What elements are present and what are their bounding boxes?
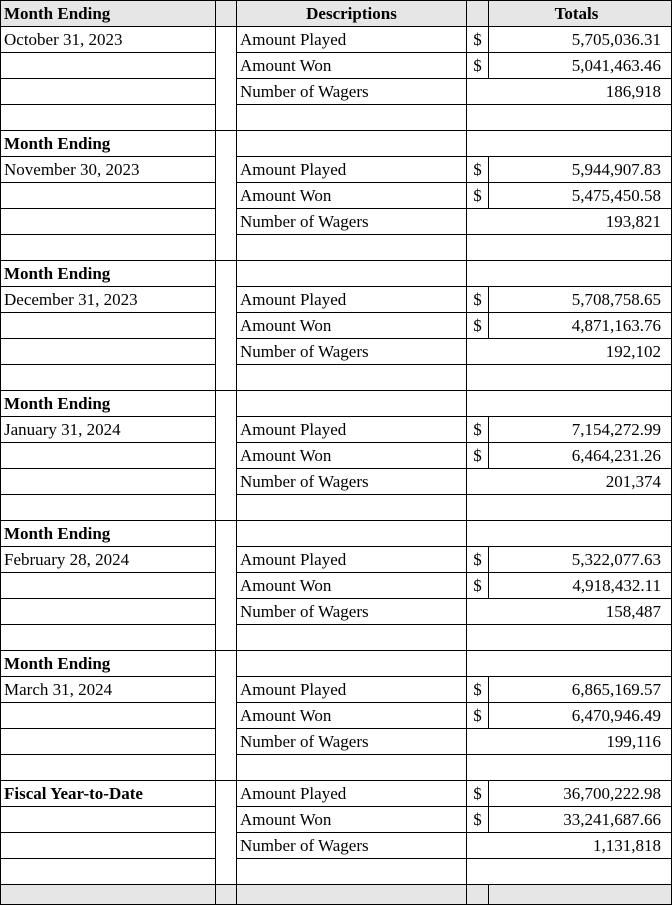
currency-symbol: $ — [467, 53, 489, 79]
desc-number-of-wagers: Number of Wagers — [237, 339, 467, 365]
currency-symbol: $ — [467, 547, 489, 573]
amount-won-value: 6,470,946.49 — [489, 703, 672, 729]
ytd-wagers-value: 1,131,818 — [489, 833, 672, 859]
amount-played-value: 7,154,272.99 — [489, 417, 672, 443]
table-row — [1, 729, 672, 755]
currency-symbol: $ — [467, 313, 489, 339]
month-ending-label: Month Ending — [1, 391, 216, 417]
month-ending-label: Month Ending — [1, 131, 216, 157]
amount-won-value: 6,464,231.26 — [489, 443, 672, 469]
currency-symbol: $ — [467, 781, 489, 807]
wagers-value: 193,821 — [489, 209, 672, 235]
table-row — [1, 313, 672, 339]
desc-number-of-wagers: Number of Wagers — [237, 79, 467, 105]
table-row — [1, 781, 672, 807]
currency-symbol: $ — [467, 27, 489, 53]
desc-amount-played: Amount Played — [237, 417, 467, 443]
spacer-row — [1, 859, 672, 885]
spacer-row — [1, 625, 672, 651]
header-descriptions: Descriptions — [237, 1, 467, 27]
desc-amount-won: Amount Won — [237, 313, 467, 339]
spacer-row — [1, 495, 672, 521]
desc-amount-played: Amount Played — [237, 547, 467, 573]
header-totals: Totals — [489, 1, 672, 27]
amount-played-value: 6,865,169.57 — [489, 677, 672, 703]
desc-amount-won: Amount Won — [237, 573, 467, 599]
currency-symbol: $ — [467, 677, 489, 703]
wagers-value: 186,918 — [489, 79, 672, 105]
ytd-amount-won-value: 33,241,687.66 — [489, 807, 672, 833]
desc-amount-won: Amount Won — [237, 443, 467, 469]
desc-amount-played: Amount Played — [237, 677, 467, 703]
table-row — [1, 521, 672, 547]
table-row — [1, 183, 672, 209]
month-ending-label: Month Ending — [1, 521, 216, 547]
desc-amount-won: Amount Won — [237, 183, 467, 209]
desc-number-of-wagers: Number of Wagers — [237, 729, 467, 755]
table-row — [1, 287, 672, 313]
currency-symbol: $ — [467, 287, 489, 313]
wagers-value: 158,487 — [489, 599, 672, 625]
wagers-value: 201,374 — [489, 469, 672, 495]
amount-won-value: 4,918,432.11 — [489, 573, 672, 599]
table-row — [1, 131, 672, 157]
spacer-row — [1, 755, 672, 781]
table-row — [1, 53, 672, 79]
amount-played-value: 5,322,077.63 — [489, 547, 672, 573]
table-row — [1, 651, 672, 677]
wagers-value: 199,116 — [489, 729, 672, 755]
month-date: February 28, 2024 — [1, 547, 216, 573]
month-ending-label: Month Ending — [1, 261, 216, 287]
desc-amount-played: Amount Played — [237, 157, 467, 183]
desc-number-of-wagers: Number of Wagers — [237, 833, 467, 859]
table-row — [1, 391, 672, 417]
desc-amount-won: Amount Won — [237, 703, 467, 729]
currency-symbol: $ — [467, 573, 489, 599]
table-row — [1, 807, 672, 833]
footer-row — [1, 885, 672, 905]
currency-symbol: $ — [467, 807, 489, 833]
table-row — [1, 703, 672, 729]
spacer-row — [1, 235, 672, 261]
currency-symbol: $ — [467, 703, 489, 729]
amount-played-value: 5,705,036.31 — [489, 27, 672, 53]
currency-symbol: $ — [467, 443, 489, 469]
table-row — [1, 261, 672, 287]
amount-played-value: 5,708,758.65 — [489, 287, 672, 313]
currency-symbol: $ — [467, 183, 489, 209]
table-row — [1, 209, 672, 235]
spacer-row — [1, 365, 672, 391]
desc-number-of-wagers: Number of Wagers — [237, 469, 467, 495]
spacer-row — [1, 105, 672, 131]
ytd-amount-played-value: 36,700,222.98 — [489, 781, 672, 807]
desc-number-of-wagers: Number of Wagers — [237, 209, 467, 235]
desc-amount-won: Amount Won — [237, 807, 467, 833]
table-row — [1, 599, 672, 625]
amount-won-value: 4,871,163.76 — [489, 313, 672, 339]
wagers-value: 192,102 — [489, 339, 672, 365]
desc-amount-played: Amount Played — [237, 27, 467, 53]
table-row — [1, 833, 672, 859]
table-row — [1, 27, 672, 53]
table-row — [1, 157, 672, 183]
table-row — [1, 79, 672, 105]
currency-symbol: $ — [467, 417, 489, 443]
month-ending-label: Month Ending — [1, 651, 216, 677]
table-row — [1, 547, 672, 573]
desc-amount-played: Amount Played — [237, 781, 467, 807]
header-row — [1, 1, 672, 27]
currency-symbol: $ — [467, 157, 489, 183]
amount-won-value: 5,475,450.58 — [489, 183, 672, 209]
table-row — [1, 677, 672, 703]
table-row — [1, 417, 672, 443]
month-date: March 31, 2024 — [1, 677, 216, 703]
table-row — [1, 573, 672, 599]
amount-won-value: 5,041,463.46 — [489, 53, 672, 79]
table-row — [1, 339, 672, 365]
desc-number-of-wagers: Number of Wagers — [237, 599, 467, 625]
month-date: November 30, 2023 — [1, 157, 216, 183]
month-date: January 31, 2024 — [1, 417, 216, 443]
month-date: October 31, 2023 — [1, 27, 216, 53]
header-month: Month Ending — [1, 1, 216, 27]
desc-amount-played: Amount Played — [237, 287, 467, 313]
table-row — [1, 469, 672, 495]
fiscal-ytd-label: Fiscal Year-to-Date — [1, 781, 216, 807]
table-row — [1, 443, 672, 469]
month-date: December 31, 2023 — [1, 287, 216, 313]
amount-played-value: 5,944,907.83 — [489, 157, 672, 183]
desc-amount-won: Amount Won — [237, 53, 467, 79]
